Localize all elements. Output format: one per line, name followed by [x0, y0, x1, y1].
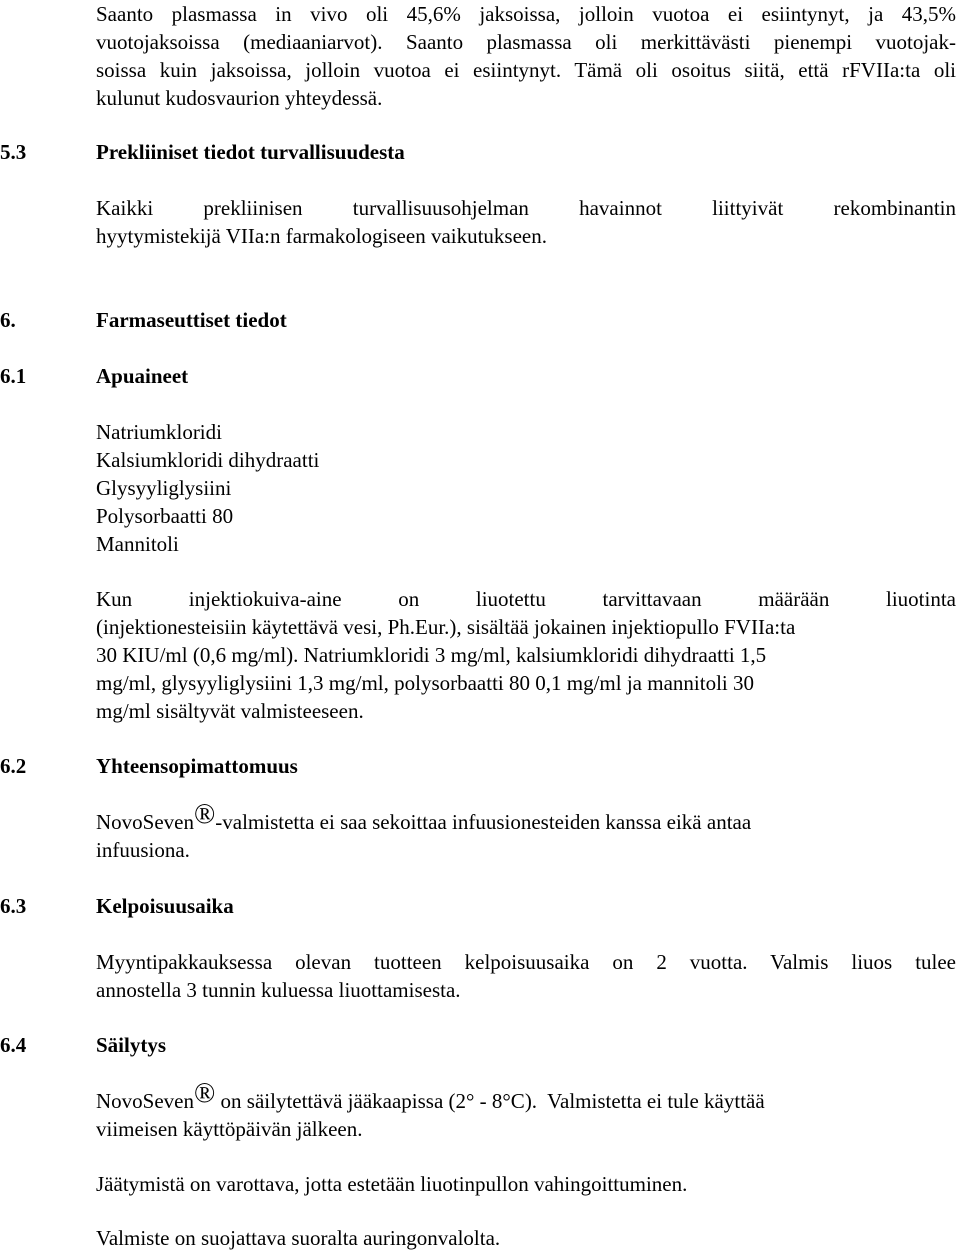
- section-title: Apuaineet: [96, 364, 189, 388]
- excipient-item: Kalsiumkloridi dihydraatti: [96, 448, 320, 472]
- paragraph-line: Kaikki prekliinisen turvallisuusohjelman havainnot liittyivät rekombinantin: [96, 196, 956, 220]
- section-number: 6.3: [0, 894, 27, 918]
- section-number: 6.1: [0, 364, 27, 388]
- paragraph-line: (injektionesteisiin käytettävä vesi, Ph.Eur.), sisältää jokainen injektiopullo FVIIa:ta: [96, 615, 796, 639]
- paragraph-line: infuusiona.: [96, 838, 190, 862]
- section-6-2-heading: [0, 752, 960, 780]
- section-5-3-body: [96, 194, 956, 250]
- paragraph-line: 30 KIU/ml (0,6 mg/ml). Natriumkloridi 3 mg/ml, kalsiumkloridi dihydraatti 1,5: [96, 643, 767, 667]
- paragraph-line: Kun injektiokuiva-aine on liuotettu tarvittavaan määrään liuotinta: [96, 587, 956, 611]
- paragraph-line: soissa kuin jaksoissa, jolloin vuotoa ei esiintynyt. Tämä oli osoitus siitä, että rFVIIa:ta oli: [96, 58, 956, 82]
- section-5-3-heading: [0, 138, 960, 166]
- paragraph-line: mg/ml, glysyyliglysiini 1,3 mg/ml, polysorbaatti 80 0,1 mg/ml ja mannitoli 30: [96, 671, 754, 695]
- paragraph-text: on säilytettävä jääkaapissa (2° - 8°C). Valmistetta ei tule käyttää: [215, 1089, 765, 1113]
- paragraph-line: kulunut kudosvaurion yhteydessä.: [96, 86, 383, 110]
- section-title: Prekliiniset tiedot turvallisuudesta: [96, 140, 405, 164]
- paragraph-line: mg/ml sisältyvät valmisteeseen.: [96, 699, 364, 723]
- paragraph-line: Myyntipakkauksessa olevan tuotteen kelpoisuusaika on 2 vuotta. Valmis liuos tulee: [96, 950, 956, 974]
- section-title: Yhteensopimattomuus: [96, 754, 298, 778]
- excipient-item: Polysorbaatti 80: [96, 504, 234, 528]
- paragraph-line: hyytymistekijä VIIa:n farmakologiseen vaikutukseen.: [96, 224, 547, 248]
- paragraph-line: Jäätymistä on varottava, jotta estetään liuotinpullon vahingoittuminen.: [96, 1172, 688, 1196]
- section-number: 5.3: [0, 140, 27, 164]
- section-6-heading: [0, 306, 960, 334]
- section-6-4-body: [96, 1078, 956, 1143]
- excipient-list: [96, 418, 956, 558]
- excipient-item: Mannitoli: [96, 532, 179, 556]
- registered-mark: ®: [194, 1078, 216, 1109]
- brand-name: NovoSeven: [96, 1089, 194, 1113]
- section-title: Kelpoisuusaika: [96, 894, 234, 918]
- excipient-item: Natriumkloridi: [96, 420, 222, 444]
- section-6-1-heading: [0, 362, 960, 390]
- paragraph-line: Saanto plasmassa in vivo oli 45,6% jaksoissa, jolloin vuotoa ei esiintynyt, ja 43,5%: [96, 2, 956, 26]
- paragraph-line: annostella 3 tunnin kuluessa liuottamisesta.: [96, 978, 461, 1002]
- intro-paragraph: [96, 0, 956, 112]
- paragraph-text: -valmistetta ei saa sekoittaa infuusionesteiden kanssa eikä antaa: [215, 810, 752, 834]
- section-title: Säilytys: [96, 1033, 167, 1057]
- paragraph-line: Valmiste on suojattava suoralta auringonvalolta.: [96, 1226, 501, 1250]
- paragraph-line: viimeisen käyttöpäivän jälkeen.: [96, 1117, 363, 1141]
- paragraph-line: [96, 1078, 956, 1115]
- paragraph-line: [96, 799, 956, 836]
- registered-mark: ®: [194, 799, 216, 830]
- section-number: 6.: [0, 308, 16, 332]
- section-6-2-body: [96, 799, 956, 864]
- paragraph-line: vuotojaksoissa (mediaaniarvot). Saanto plasmassa oli merkittävästi pienempi vuotojak-: [96, 30, 956, 54]
- section-title: Farmaseuttiset tiedot: [96, 308, 287, 332]
- section-6-3-heading: [0, 892, 960, 920]
- storage-light-paragraph: [96, 1224, 956, 1252]
- section-6-3-body: [96, 948, 956, 1004]
- section-6-1-body: [96, 585, 956, 725]
- section-number: 6.2: [0, 754, 27, 778]
- storage-freeze-paragraph: [96, 1170, 956, 1198]
- section-number: 6.4: [0, 1033, 27, 1057]
- section-6-4-heading: [0, 1031, 960, 1059]
- excipient-item: Glysyyliglysiini: [96, 476, 232, 500]
- brand-name: NovoSeven: [96, 810, 194, 834]
